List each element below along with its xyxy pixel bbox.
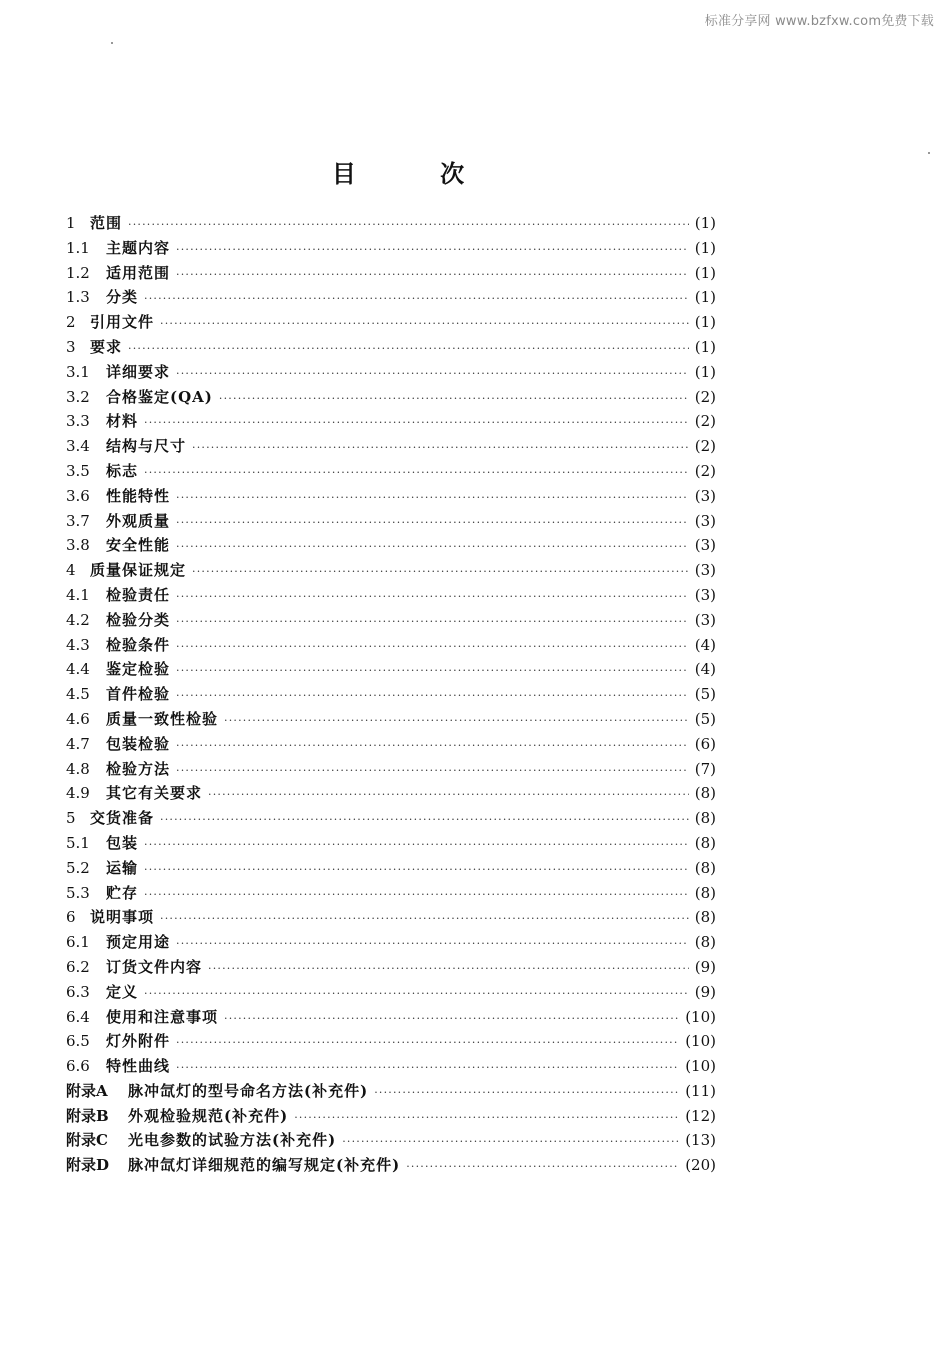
toc-entry-title: 性能特性 xyxy=(106,486,171,505)
toc-entry xyxy=(66,657,716,682)
page-title: 目 次 xyxy=(331,160,503,188)
toc-entry-number: 1.1 xyxy=(66,238,90,257)
dot-leader xyxy=(176,585,689,610)
toc-entry xyxy=(66,930,716,955)
dot-leader xyxy=(176,684,689,709)
toc-entry-page: (1) xyxy=(694,362,716,381)
toc-entry-number: 附录C xyxy=(66,1131,108,1150)
toc-entry-number: 6.3 xyxy=(66,982,90,1001)
toc-entry-title: 首件检验 xyxy=(106,685,171,704)
toc-entry-page: (2) xyxy=(694,461,716,480)
toc-entry-page: (7) xyxy=(694,759,716,778)
toc-entry-number: 5.2 xyxy=(66,858,90,877)
toc-entry-title: 检验责任 xyxy=(106,585,171,604)
toc-entry-title: 交货准备 xyxy=(90,809,155,828)
toc-entry xyxy=(66,806,716,831)
dot-leader xyxy=(219,387,689,412)
dot-leader xyxy=(192,560,689,585)
dot-leader xyxy=(342,1130,679,1155)
toc-entry xyxy=(66,905,716,930)
toc-entry-number: 附录A xyxy=(66,1081,108,1100)
dot-leader xyxy=(144,461,689,486)
toc-entry-page: (13) xyxy=(685,1131,716,1150)
toc-entry-page: (5) xyxy=(694,709,716,728)
toc-entry-number: 4.7 xyxy=(66,734,90,753)
toc-entry-title: 检验方法 xyxy=(106,759,171,778)
dot-leader xyxy=(144,833,689,858)
toc-entry-page: (3) xyxy=(694,536,716,555)
toc-entry-title: 定义 xyxy=(106,982,139,1001)
toc-entry-page: (8) xyxy=(694,933,716,952)
dot-leader xyxy=(128,213,689,238)
toc-entry-title: 说明事项 xyxy=(90,908,155,927)
toc-entry-title: 材料 xyxy=(106,412,139,431)
toc-entry-page: (9) xyxy=(694,957,716,976)
dot-leader xyxy=(176,1056,679,1081)
toc-entry-title: 运输 xyxy=(106,858,139,877)
dot-leader xyxy=(176,759,689,784)
toc-entry-number: 1 xyxy=(66,214,76,232)
toc-entry-page: (20) xyxy=(685,1156,716,1175)
toc-entry-page: (1) xyxy=(694,313,716,332)
toc-entry-title: 脉冲氙灯详细规范的编写规定(补充件) xyxy=(128,1156,401,1175)
toc-entry xyxy=(66,682,716,707)
toc-entry-number: 4.8 xyxy=(66,759,90,778)
toc-entry-page: (8) xyxy=(694,908,716,927)
dot-leader xyxy=(144,858,689,883)
toc-entry-number: 4.9 xyxy=(66,784,90,803)
dot-leader xyxy=(160,907,689,932)
toc-entry-page: (4) xyxy=(694,635,716,654)
toc-entry xyxy=(66,608,716,633)
toc-entry-page: (1) xyxy=(694,337,716,356)
toc-entry-title: 检验条件 xyxy=(106,635,171,654)
toc-entry xyxy=(66,1104,716,1129)
toc-entry-title: 引用文件 xyxy=(90,313,155,332)
toc-entry-number: 2 xyxy=(66,313,76,332)
toc-entry-number: 4.4 xyxy=(66,660,90,679)
toc-entry xyxy=(66,434,716,459)
toc-entry xyxy=(66,261,716,286)
toc-entry-title: 包装检验 xyxy=(106,734,171,753)
toc-entry xyxy=(66,236,716,261)
toc-entry xyxy=(66,335,716,360)
toc-entry-title: 其它有关要求 xyxy=(106,784,203,803)
toc-entry-page: (8) xyxy=(694,883,716,902)
toc-entry xyxy=(66,583,716,608)
toc-entry xyxy=(66,1005,716,1030)
toc-entry-number: 4 xyxy=(66,561,76,580)
toc-entry-page: (3) xyxy=(694,511,716,530)
dot-leader xyxy=(294,1106,679,1131)
dot-leader xyxy=(406,1155,679,1180)
toc-entry-title: 外观检验规范(补充件) xyxy=(128,1106,289,1125)
toc-entry-title: 适用范围 xyxy=(106,263,171,282)
toc-entry xyxy=(66,459,716,484)
toc-entry xyxy=(66,409,716,434)
toc-entry-title: 要求 xyxy=(90,337,123,356)
toc-entry-number: 3.3 xyxy=(66,412,90,431)
toc-entry-number: 4.6 xyxy=(66,709,90,728)
toc-entry xyxy=(66,509,716,534)
dot-leader xyxy=(176,511,689,536)
scan-speck xyxy=(111,42,113,44)
toc-entry-page: (1) xyxy=(694,288,716,307)
toc-entry-number: 4.5 xyxy=(66,685,90,704)
toc-entry-page: (11) xyxy=(685,1081,716,1100)
toc-entry-number: 6.6 xyxy=(66,1057,90,1076)
toc-entry-title: 质量保证规定 xyxy=(90,561,187,580)
toc-entry-number: 4.3 xyxy=(66,635,90,654)
toc-entry-number: 4.2 xyxy=(66,610,90,629)
toc-entry-page: (4) xyxy=(694,660,716,679)
toc-entry-page: (10) xyxy=(685,1007,716,1026)
dot-leader xyxy=(176,535,689,560)
dot-leader xyxy=(160,808,689,833)
toc-entry-title: 分类 xyxy=(106,288,139,307)
toc-entry-page: (8) xyxy=(694,833,716,852)
dot-leader xyxy=(144,287,689,312)
dot-leader xyxy=(176,263,689,288)
toc-entry-page: (1) xyxy=(694,263,716,282)
toc-entry-page: (1) xyxy=(694,214,716,232)
toc-entry xyxy=(66,1153,716,1178)
toc-entry-title: 标志 xyxy=(106,461,139,480)
dot-leader xyxy=(192,436,689,461)
toc-entry-page: (12) xyxy=(685,1106,716,1125)
toc-entry-title: 脉冲氙灯的型号命名方法(补充件) xyxy=(128,1081,369,1100)
dot-leader xyxy=(176,734,689,759)
dot-leader xyxy=(208,957,689,982)
toc-entry xyxy=(66,881,716,906)
scan-speck xyxy=(928,152,930,154)
toc-entry xyxy=(66,385,716,410)
dot-leader xyxy=(176,1031,679,1056)
toc-entry-number: 附录D xyxy=(66,1156,110,1175)
dot-leader xyxy=(160,312,689,337)
toc-entry xyxy=(66,781,716,806)
toc-entry-number: 3.5 xyxy=(66,461,90,480)
toc-entry-title: 安全性能 xyxy=(106,536,171,555)
table-of-contents xyxy=(66,211,716,1178)
toc-entry xyxy=(66,360,716,385)
toc-entry xyxy=(66,757,716,782)
toc-entry-page: (3) xyxy=(694,610,716,629)
toc-entry-page: (6) xyxy=(694,734,716,753)
dot-leader xyxy=(176,635,689,660)
toc-entry xyxy=(66,211,716,236)
toc-entry-page: (5) xyxy=(694,685,716,704)
toc-entry xyxy=(66,533,716,558)
toc-entry-page: (2) xyxy=(694,437,716,456)
toc-entry-page: (8) xyxy=(694,809,716,828)
toc-entry-number: 4.1 xyxy=(66,585,90,604)
toc-entry-title: 特性曲线 xyxy=(106,1057,171,1076)
toc-entry-number: 5.3 xyxy=(66,883,90,902)
dot-leader xyxy=(176,362,689,387)
toc-entry-title: 详细要求 xyxy=(106,362,171,381)
dot-leader xyxy=(176,238,689,263)
dot-leader xyxy=(208,783,689,808)
toc-entry-number: 6.1 xyxy=(66,933,90,952)
toc-entry-number: 5.1 xyxy=(66,833,90,852)
toc-entry-page: (3) xyxy=(694,585,716,604)
toc-entry-title: 检验分类 xyxy=(106,610,171,629)
dot-leader xyxy=(144,411,689,436)
toc-entry-number: 3.4 xyxy=(66,437,90,456)
toc-entry xyxy=(66,856,716,881)
toc-entry xyxy=(66,558,716,583)
toc-entry xyxy=(66,955,716,980)
toc-entry-number: 附录B xyxy=(66,1106,109,1125)
dot-leader xyxy=(176,932,689,957)
toc-entry xyxy=(66,285,716,310)
toc-entry-number: 3.6 xyxy=(66,486,90,505)
dot-leader xyxy=(224,1007,679,1032)
toc-entry xyxy=(66,707,716,732)
toc-entry-number: 5 xyxy=(66,809,76,828)
dot-leader xyxy=(374,1081,679,1106)
toc-entry-title: 范围 xyxy=(90,214,123,232)
toc-entry-number: 1.2 xyxy=(66,263,90,282)
toc-entry-title: 预定用途 xyxy=(106,933,171,952)
toc-entry-title: 灯外附件 xyxy=(106,1032,171,1051)
toc-entry-title: 主题内容 xyxy=(106,238,171,257)
toc-entry-title: 鉴定检验 xyxy=(106,660,171,679)
toc-entry xyxy=(66,1029,716,1054)
toc-entry xyxy=(66,831,716,856)
toc-entry xyxy=(66,484,716,509)
toc-entry-title: 使用和注意事项 xyxy=(106,1007,219,1026)
toc-entry xyxy=(66,1079,716,1104)
dot-leader xyxy=(144,883,689,908)
toc-entry xyxy=(66,732,716,757)
dot-leader xyxy=(144,982,689,1007)
toc-entry xyxy=(66,1128,716,1153)
toc-entry-page: (8) xyxy=(694,858,716,877)
dot-leader xyxy=(176,486,689,511)
dot-leader xyxy=(176,659,689,684)
toc-entry-title: 包装 xyxy=(106,833,139,852)
toc-entry-number: 6 xyxy=(66,908,76,927)
toc-entry-number: 6.5 xyxy=(66,1032,90,1051)
toc-entry xyxy=(66,633,716,658)
toc-entry-page: (1) xyxy=(694,238,716,257)
toc-entry-page: (8) xyxy=(694,784,716,803)
toc-entry-title: 质量一致性检验 xyxy=(106,709,219,728)
toc-entry-page: (3) xyxy=(694,561,716,580)
toc-entry-page: (3) xyxy=(694,486,716,505)
toc-entry-number: 3.1 xyxy=(66,362,90,381)
toc-entry-page: (2) xyxy=(694,387,716,406)
toc-entry xyxy=(66,1054,716,1079)
dot-leader xyxy=(128,337,689,362)
toc-entry-title: 贮存 xyxy=(106,883,139,902)
toc-entry-number: 3 xyxy=(66,337,76,356)
toc-entry-title: 合格鉴定(QA) xyxy=(106,387,213,406)
toc-entry xyxy=(66,310,716,335)
toc-entry-number: 3.7 xyxy=(66,511,90,530)
toc-entry-title: 结构与尺寸 xyxy=(106,437,187,456)
toc-entry-number: 3.2 xyxy=(66,387,90,406)
dot-leader xyxy=(224,709,689,734)
toc-entry-page: (2) xyxy=(694,412,716,431)
toc-entry-number: 3.8 xyxy=(66,536,90,555)
toc-entry-title: 订货文件内容 xyxy=(106,957,203,976)
toc-entry-title: 外观质量 xyxy=(106,511,171,530)
toc-entry-number: 6.2 xyxy=(66,957,90,976)
toc-entry xyxy=(66,980,716,1005)
toc-entry-page: (9) xyxy=(694,982,716,1001)
toc-entry-number: 1.3 xyxy=(66,288,90,307)
dot-leader xyxy=(176,610,689,635)
toc-entry-number: 6.4 xyxy=(66,1007,90,1026)
toc-entry-title: 光电参数的试验方法(补充件) xyxy=(128,1131,337,1150)
toc-entry-page: (10) xyxy=(685,1032,716,1051)
watermark: 标准分享网 www.bzfxw.com免费下载 xyxy=(704,14,934,29)
toc-entry-page: (10) xyxy=(685,1057,716,1076)
